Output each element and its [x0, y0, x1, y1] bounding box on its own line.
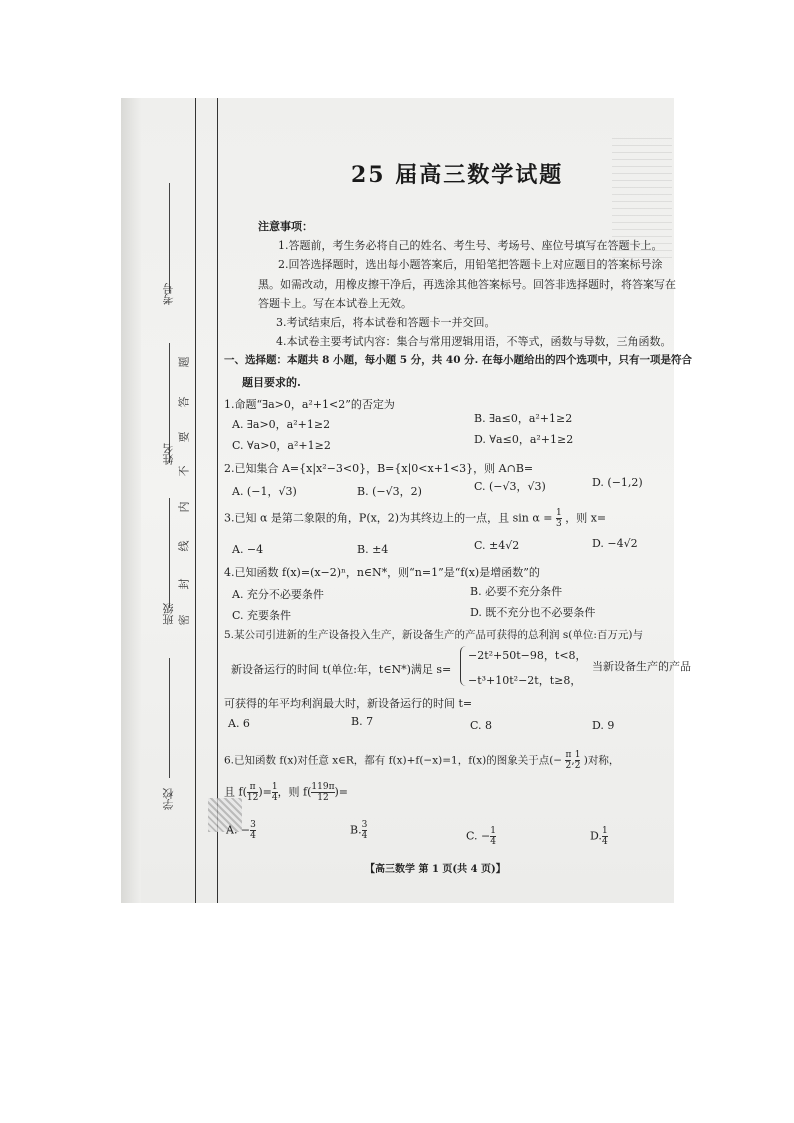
option-prefix: D. [590, 829, 602, 843]
piecewise-case-1: −2t²+50t−98，t<8， [468, 649, 587, 662]
q1-option-c: C. ∀a>0，a²+1≥2 [232, 439, 331, 452]
q3-option-c: C. ±4√2 [474, 539, 520, 552]
q4-option-d: D. 既不充分也不必要条件 [470, 606, 596, 619]
q6-given-part: ，则 f( [277, 785, 312, 799]
q3-stem-part: ，则 x= [565, 511, 607, 525]
class-label: 班级 [162, 603, 175, 625]
option-prefix: B. [350, 823, 362, 837]
q3-option-a: A. −4 [232, 543, 264, 556]
q6-stem-part: )对称， [583, 754, 620, 767]
piecewise-brace [460, 646, 467, 686]
q1-option-b: B. ∃a≤0，a²+1≥2 [474, 412, 573, 425]
class-underline [169, 498, 170, 608]
frac-num: 1 [555, 508, 562, 518]
frac-num: 3 [361, 820, 368, 830]
question-3-stem [224, 508, 606, 529]
q2-option-d: D. (−1,2) [592, 476, 643, 489]
frac-den: 2 [574, 761, 581, 771]
q6-option-c [466, 826, 496, 847]
school-label: 学校 [162, 788, 175, 810]
q5-option-a: A. 6 [228, 717, 250, 730]
frac-num: 1 [490, 826, 496, 836]
q5-option-b: B. 7 [351, 715, 374, 728]
q3-option-d: D. −4√2 [592, 537, 638, 550]
frac-den: 4 [361, 831, 368, 841]
q5-option-c: C. 8 [470, 719, 493, 732]
seal-char: 密 [177, 614, 191, 626]
seal-char: 内 [177, 501, 191, 513]
seal-char: 封 [177, 578, 191, 590]
notice-line: 1.答题前，考生务必将自己的姓名、考生号、考场号、座位号填写在答题卡上。 [278, 239, 663, 252]
photo-edge-shadow [121, 98, 141, 903]
section-heading-cont: 题目要求的. [242, 376, 301, 389]
fraction [602, 826, 608, 847]
frac-den: 12 [246, 793, 259, 803]
option-prefix: C. − [466, 829, 491, 843]
notice-line: 黑。如需改动，用橡皮擦干净后，再选涂其他答案标号。回答非选择题时，将答案写在 [258, 278, 676, 291]
frac-num: 119π [311, 782, 335, 792]
question-2-stem: 2.已知集合 A={x|x²−3<0}，B={x|0<x+1<3}，则 A∩B= [224, 462, 534, 475]
seal-char: 不 [177, 465, 191, 477]
fraction [311, 782, 334, 803]
frac-den: 12 [317, 793, 329, 803]
fraction [556, 508, 562, 529]
section-heading: 一、选择题：本题共 8 小题，每小题 5 分，共 40 分. 在每小题给出的四个选项中，只有一项是符合 [224, 354, 692, 366]
frac-den: 4 [601, 837, 608, 847]
piecewise-case-2: −t³+10t²−2t，t≥8， [468, 674, 582, 687]
q2-option-b: B. (−√3，2) [357, 485, 422, 498]
notice-line: 答题卡上。写在本试卷上无效。 [258, 297, 412, 310]
frac-num: 1 [574, 750, 581, 760]
seal-char: 题 [177, 356, 191, 368]
q2-option-c: C. (−√3，√3) [474, 480, 546, 493]
fraction [565, 750, 571, 771]
binding-line-inner [195, 98, 196, 903]
q5-option-d: D. 9 [592, 719, 615, 732]
frac-den: 3 [555, 519, 562, 529]
q1-option-a: A. ∃a>0，a²+1≥2 [232, 418, 331, 431]
notice-line: 4.本试卷主要考试内容：集合与常用逻辑用语，不等式，函数与导数，三角函数。 [276, 335, 672, 348]
q6-stem-part: 6.已知函数 f(x)对任意 x∈R，都有 f(x)+f(−x)=1，f(x)的图象关于点(− [224, 754, 563, 767]
frac-den: 4 [271, 793, 278, 803]
frac-num: π [247, 782, 258, 793]
q4-option-b: B. 必要不充分条件 [470, 585, 563, 598]
page-title: 25 届高三数学试题 [351, 162, 564, 188]
notice-heading: 注意事项： [258, 220, 313, 233]
fraction [490, 826, 496, 847]
seal-char: 线 [177, 540, 191, 552]
q2-option-a: A. (−1，√3) [232, 485, 297, 498]
q6-option-b [350, 820, 367, 841]
q4-option-a: A. 充分不必要条件 [232, 588, 324, 601]
q3-stem-part: 3.已知 α 是第二象限的角，P(x，2)为其终边上的一点，且 sin α = [224, 511, 553, 525]
exam-no-underline [169, 183, 170, 293]
question-6-given [224, 782, 348, 803]
frac-num: 1 [601, 826, 608, 836]
frac-den: 2 [565, 761, 572, 771]
frac-num: 1 [271, 782, 278, 792]
exam-no-label: 考号 [162, 283, 175, 305]
frac-den: 4 [490, 837, 496, 847]
q3-option-b: B. ±4 [357, 543, 389, 556]
frac-num: π [565, 750, 572, 760]
exam-photo [121, 98, 692, 903]
option-prefix: A. − [226, 823, 251, 837]
question-6-stem: 6.已知函数 f(x)对任意 x∈R，都有 f(x)+f(−x)=1，f(x)的图象关于点(− $\frac{\pi}{2}$ , $\frac{1}{2}$ )对称， [224, 750, 620, 771]
seal-char: 要 [177, 431, 191, 443]
q4-option-c: C. 充要条件 [232, 609, 292, 622]
fraction [247, 782, 258, 803]
seal-char: 答 [177, 396, 191, 408]
q6-option-a [226, 820, 256, 841]
frac-num: 3 [250, 820, 256, 830]
q6-given-part: )= [258, 785, 272, 799]
q6-option-d [590, 826, 608, 847]
fraction [575, 750, 581, 771]
question-5-ask: 可获得的年平均利润最大时，新设备运行的时间 t= [224, 697, 473, 710]
school-underline [169, 658, 170, 778]
page-footer: 【高三数学 第 1 页(共 4 页)】 [365, 864, 506, 875]
notice-line: 2.回答选择题时，选出每小题答案后，用铅笔把答题卡上对应题目的答案标号涂 [278, 258, 663, 271]
question-5-cont: 当新设备生产的产品 [592, 660, 691, 673]
notice-line: 3.考试结束后，将本试卷和答题卡一并交回。 [276, 316, 496, 329]
q1-option-d: D. ∀a≤0，a²+1≥2 [474, 433, 574, 446]
fraction [362, 820, 368, 841]
question-5-stem: 5.某公司引进新的生产设备投入生产，新设备生产的产品可获得的总利润 s(单位:百万元)与 [224, 629, 643, 641]
q6-given-part: )= [334, 785, 349, 799]
q6-given-part: 且 f( [224, 785, 247, 799]
question-4-stem: 4.已知函数 f(x)=(x−2)ⁿ，n∈N*，则“n=1”是“f(x)是增函数”的 [224, 566, 540, 579]
fraction [250, 820, 256, 841]
binding-line-outer [217, 98, 218, 903]
question-1-stem: 1.命题“∃a>0，a²+1<2”的否定为 [224, 398, 395, 411]
question-5-condition: 新设备运行的时间 t(单位:年，t∈N*)满足 s= [231, 663, 452, 676]
name-label: 姓名 [162, 443, 175, 465]
frac-den: 4 [250, 831, 256, 841]
